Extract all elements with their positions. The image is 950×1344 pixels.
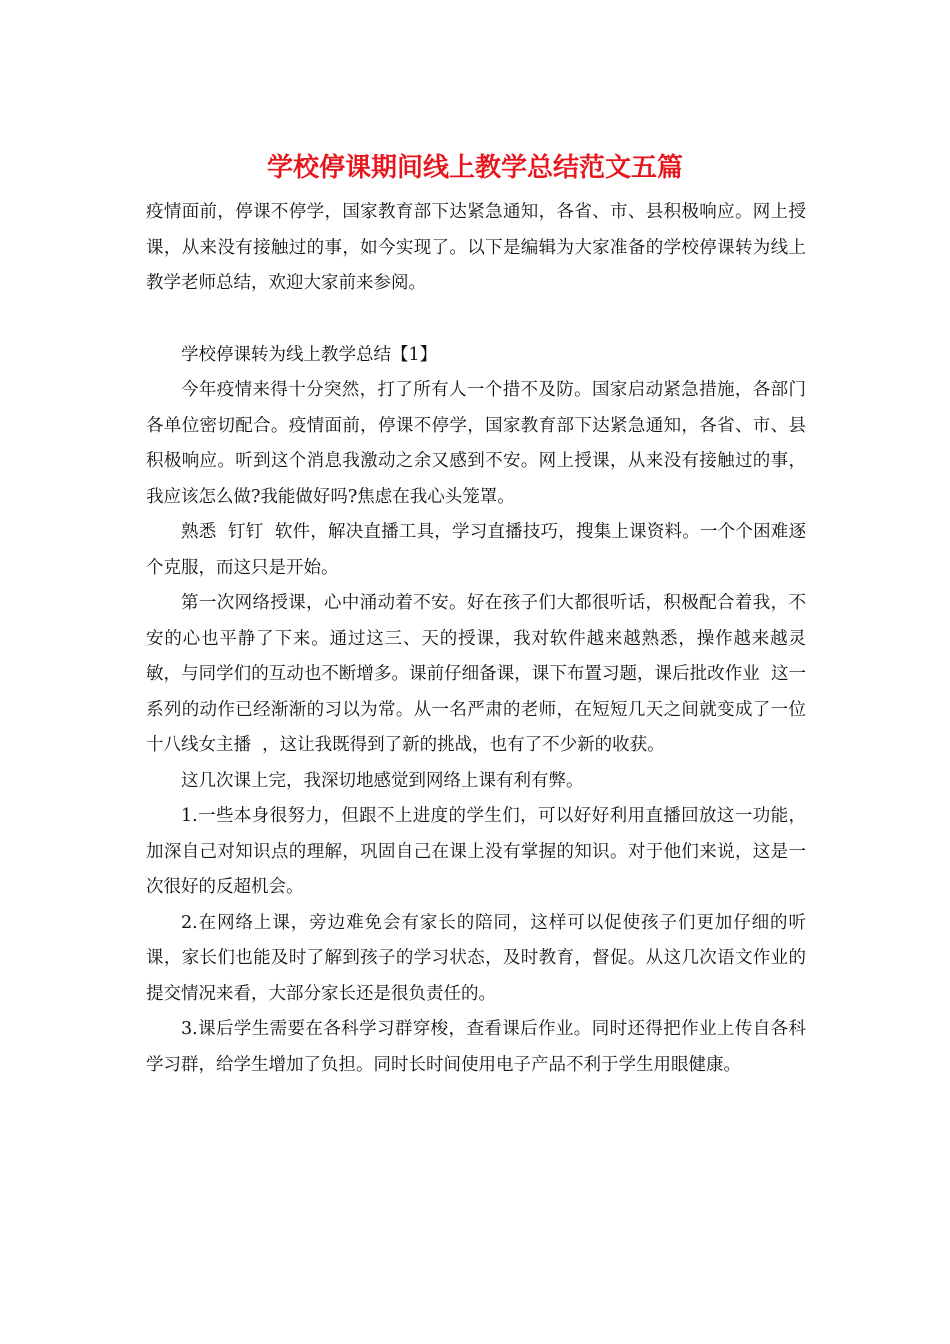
paragraph-spacer: [146, 302, 806, 338]
section-heading: 学校停课转为线上教学总结【1】: [181, 344, 438, 365]
list-item-2: 2.在网络上课，旁边难免会有家长的陪同，这样可以促使孩子们更加仔细的听课，家长们也能及时了解到孩子的学习状态，及时教育，督促。从这几次语文作业的提交情况来看，大部分家长还是很负责任的。: [146, 912, 806, 1004]
document-title: 学校停课期间线上教学总结范文五篇: [266, 153, 683, 183]
body-paragraph: 这几次课上完，我深切地感觉到网络上课有利有弊。: [181, 770, 584, 791]
intro-paragraph: 疫情面前，停课不停学，国家教育部下达紧急通知，各省、市、县积极响应。网上授课，从来没有接触过的事，如今实现了。以下是编辑为大家准备的学校停课转为线上教学老师总结，欢迎大家前来参阅。: [146, 202, 806, 293]
body-paragraph: 第一次网络授课，心中涌动着不安。好在孩子们大都很听话，积极配合着我，不安的心也平静了下来。通过这三、天的授课，我对软件越来越熟悉，操作越来越灵敏，与同学们的互动也不断增多。课前仔细备课，课下布置习题，课后批改作业 这一系列的动作已经渐渐的习以为常。从一名严肃的老师，在短短几天之间就变成了一位 十八线女主播 ，这让我既得到了新的挑战，也有了不少新的收获。: [146, 593, 818, 755]
list-item-3: 3.课后学生需要在各科学习群穿梭，查看课后作业。同时还得把作业上传自各科学习群，给学生增加了负担。同时长时间使用电子产品不利于学生用眼健康。: [146, 1019, 806, 1075]
body-paragraph: 熟悉 钉钉 软件，解决直播工具，学习直播技巧，搜集上课资料。一个个困难逐个克服，而这只是开始。: [146, 522, 806, 578]
list-item-1: 1.一些本身很努力，但跟不上进度的学生们，可以好好利用直播回放这一功能，加深自己对知识点的理解，巩固自己在课上没有掌握的知识。对于他们来说，这是一次很好的反超机会。: [146, 806, 806, 897]
body-paragraph: 今年疫情来得十分突然，打了所有人一个措不及防。国家启动紧急措施，各部门各单位密切配合。疫情面前，停课不停学，国家教育部下达紧急通知，各省、市、县积极响应。听到这个消息我激动之余又感到不安。网上授课，从来没有接触过的事，我应该怎么做?我能做好吗?焦虑在我心头笼罩。: [146, 380, 806, 507]
document-body: [146, 195, 818, 1083]
